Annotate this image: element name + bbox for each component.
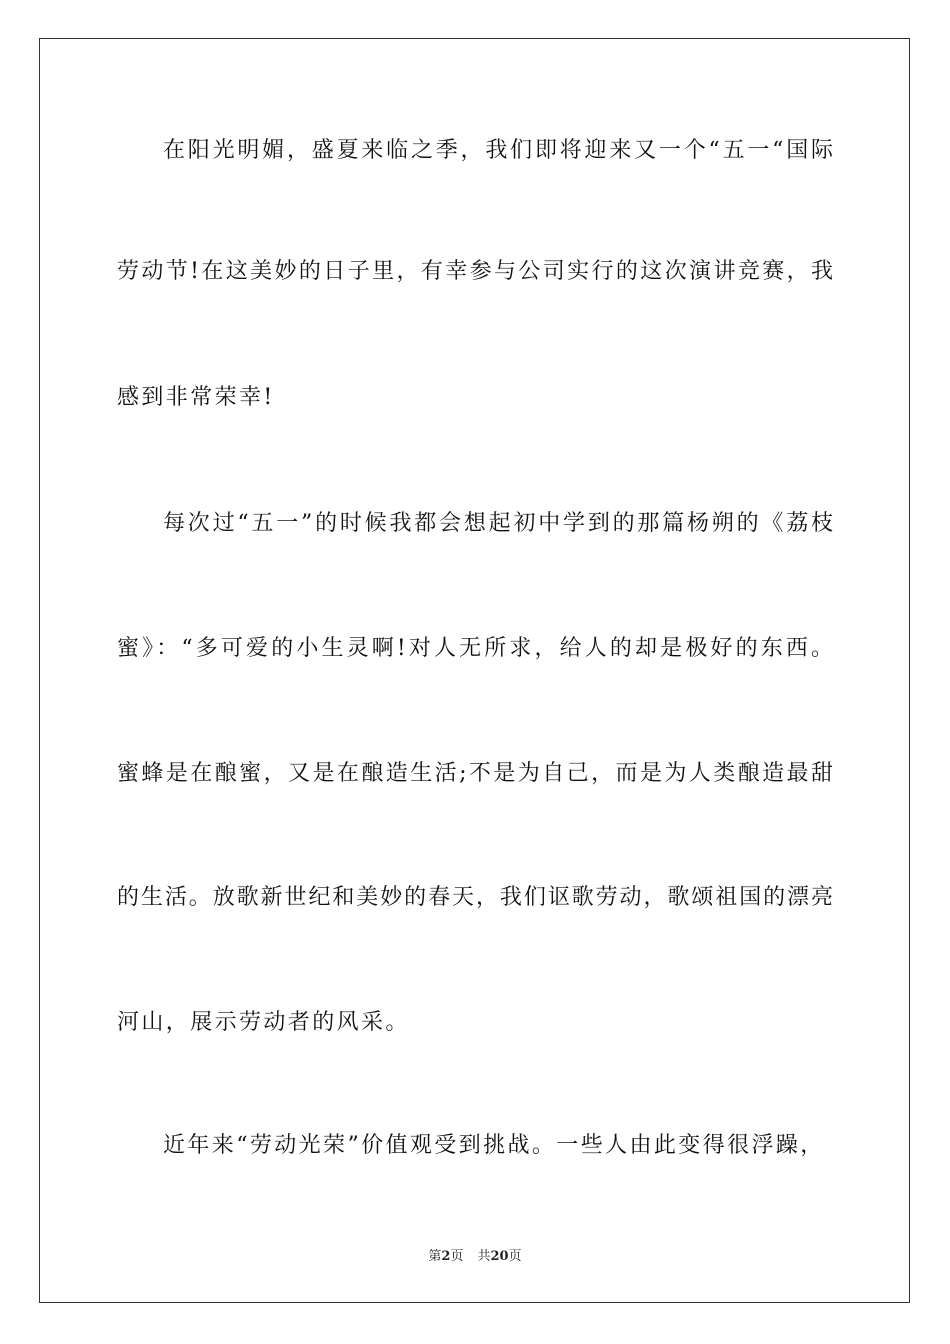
total-suffix: 页	[508, 1249, 522, 1264]
paragraph-1-line-3: 感到非常荣幸!	[117, 385, 275, 410]
paragraph-2-line-4: 的生活。放歌新世纪和美妙的春天，我们讴歌劳动，歌颂祖国的漂亮	[117, 885, 833, 910]
page-number: 2	[441, 1249, 451, 1264]
page-suffix: 页	[450, 1249, 464, 1264]
total-prefix: 共	[477, 1249, 491, 1264]
paragraph-1-line-1: 在阳光明媚，盛夏来临之季，我们即将迎来又一个“五一“国际	[163, 138, 833, 163]
page-border	[39, 38, 910, 1303]
page-footer	[0, 1248, 950, 1266]
page-prefix: 第	[428, 1249, 442, 1264]
paragraph-2-line-3: 蜜蜂是在酿蜜，又是在酿造生活;不是为自己，而是为人类酿造最甜	[117, 761, 833, 786]
paragraph-2-line-1: 每次过“五一”的时候我都会想起初中学到的那篇杨朔的《荔枝	[163, 511, 833, 536]
paragraph-2-line-5: 河山，展示劳动者的风采。	[117, 1010, 410, 1035]
paragraph-1-line-2: 劳动节!在这美妙的日子里，有幸参与公司实行的这次演讲竞赛，我	[117, 259, 833, 284]
total-pages: 20	[490, 1249, 509, 1264]
paragraph-3-line-1: 近年来“劳动光荣”价值观受到挑战。一些人由此变得很浮躁，	[163, 1133, 825, 1158]
paragraph-2-line-2: 蜜》：“多可爱的小生灵啊!对人无所求，给人的却是极好的东西。	[117, 636, 833, 661]
